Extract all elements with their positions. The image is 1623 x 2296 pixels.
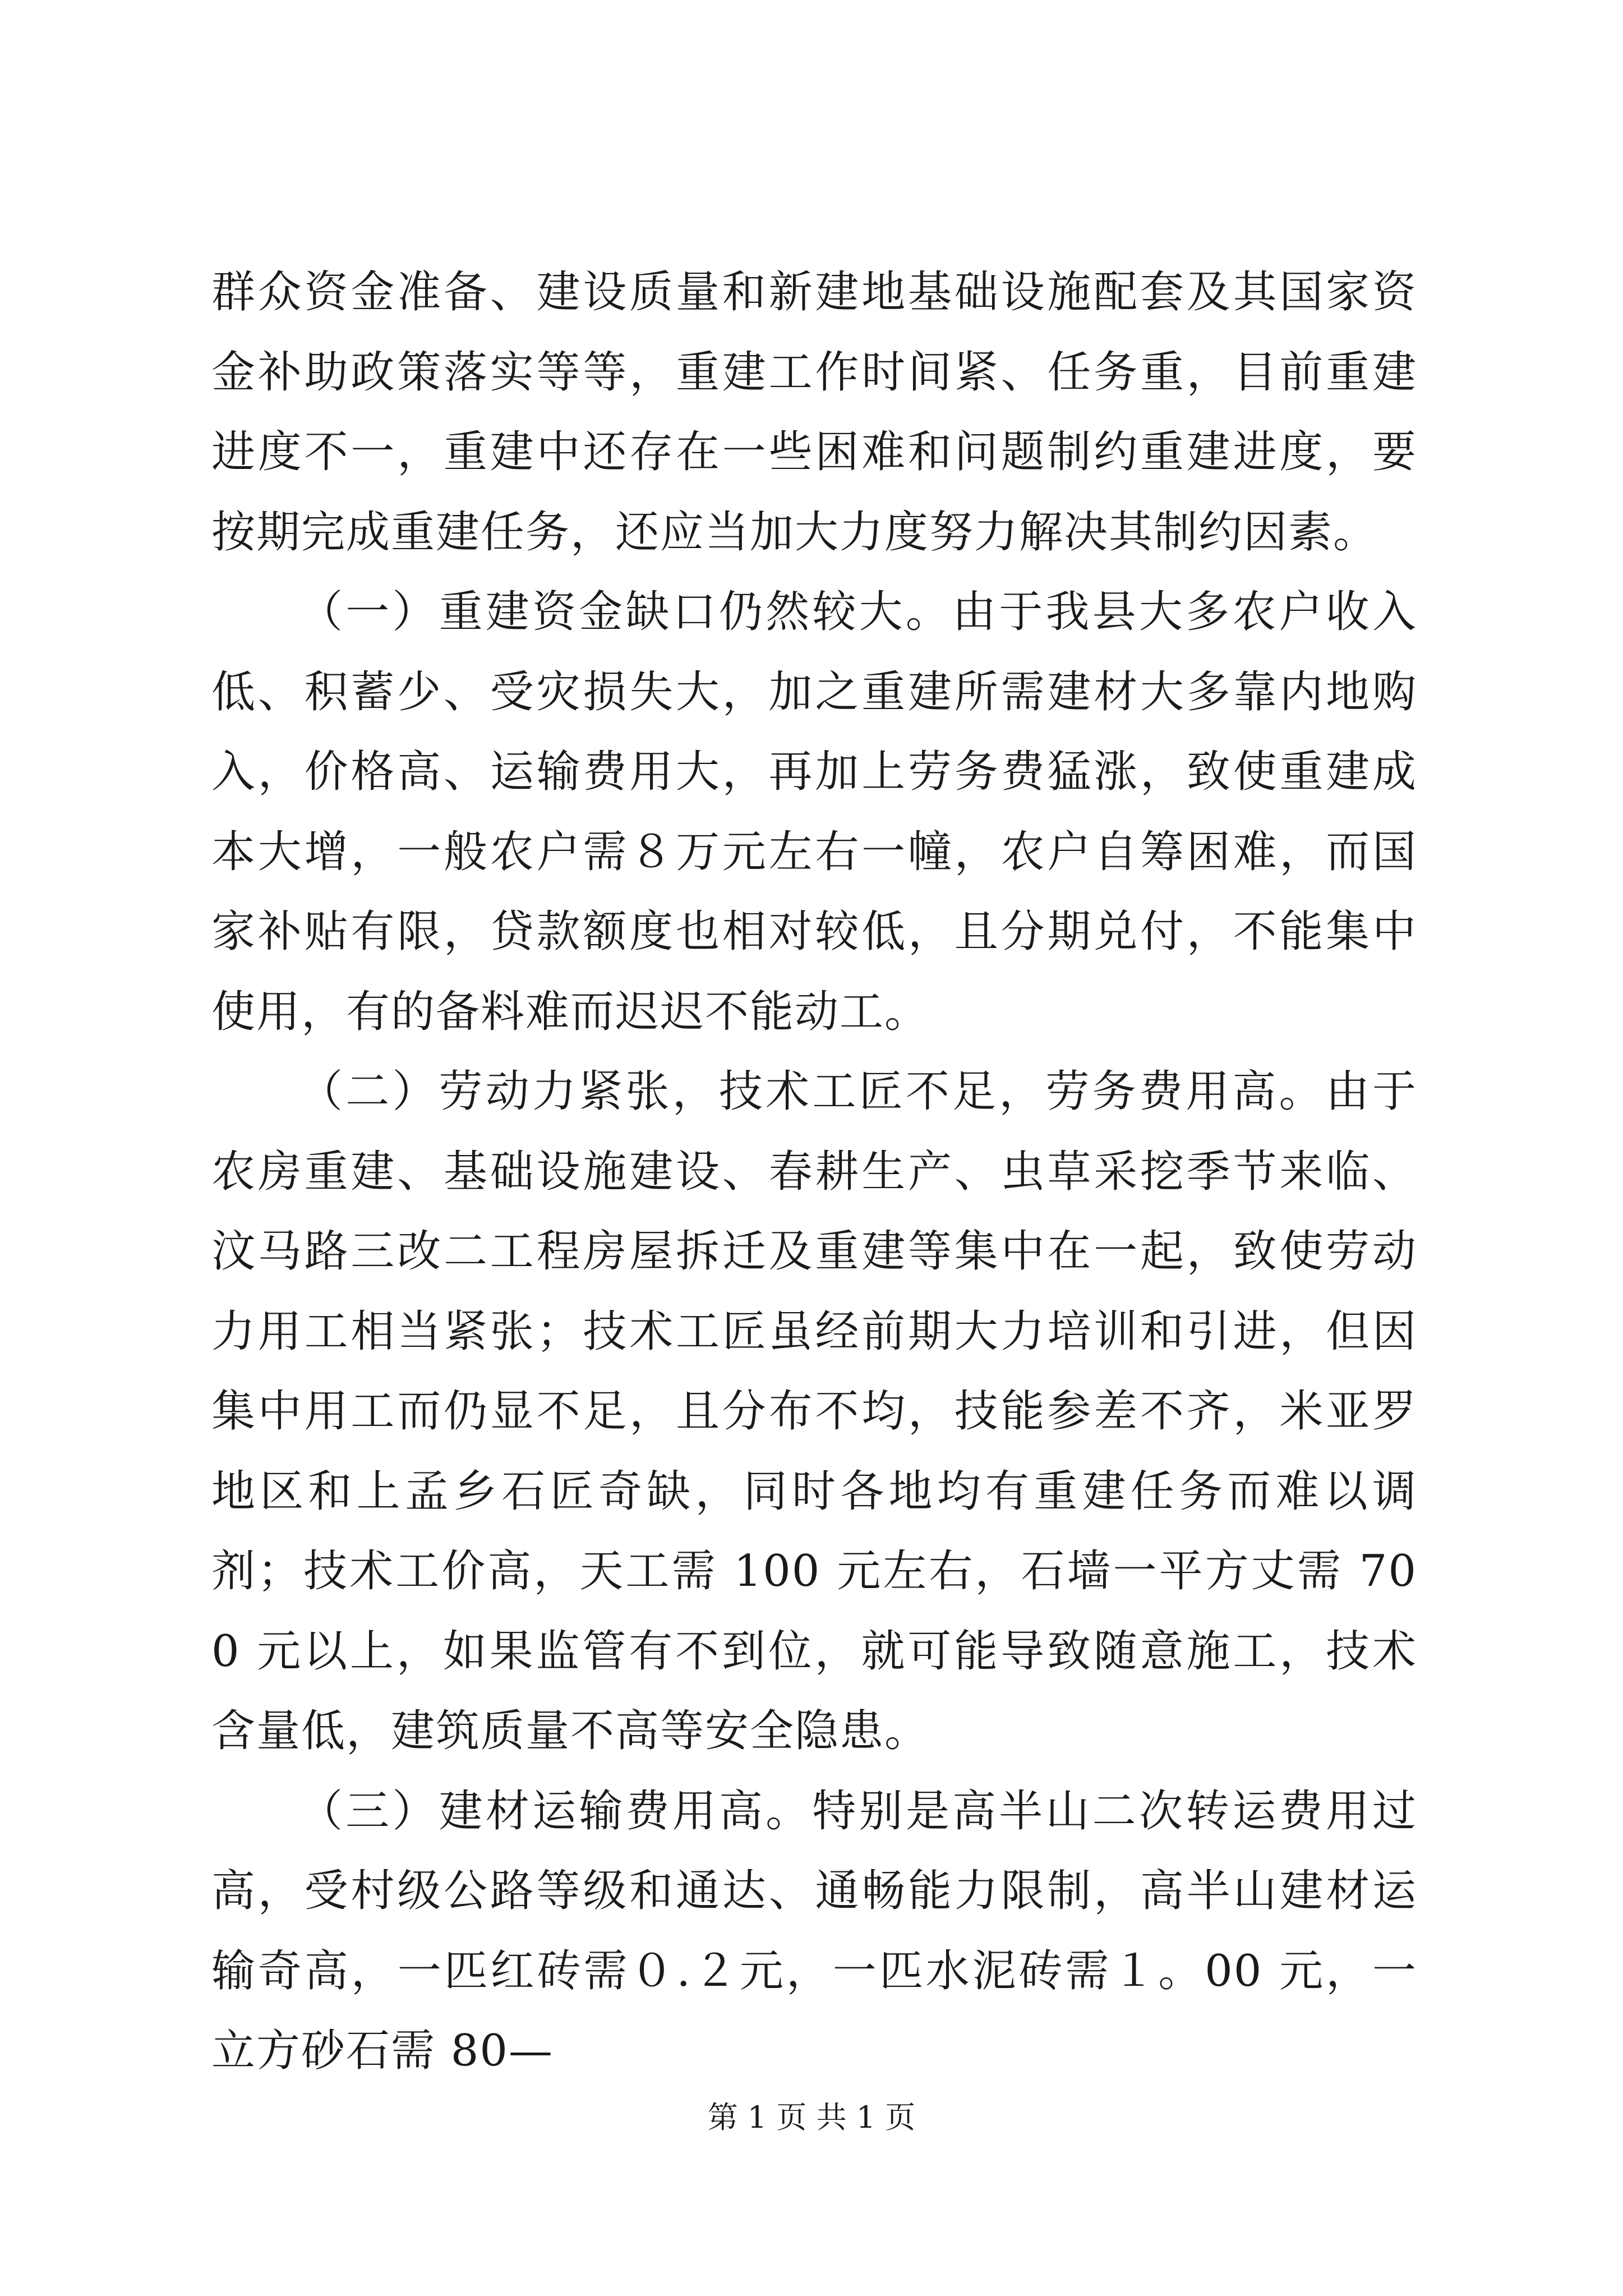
page-footer: 第 1 页 共 1 页 [707,2100,916,2135]
paragraph-section-3: （三）建材运输费用高。特别是高半山二次转运费用过高，受村级公路等级和通达、通畅能力限制，高半山建材运输奇高，一匹红砖需０.２元，一匹水泥砖需１。00 元，一立方砂石需 80— [211,1786,1417,2076]
paragraph-section-1: （一）重建资金缺口仍然较大。由于我县大多农户收入低、积蓄少、受灾损失大，加之重建所需建材大多靠内地购入，价格高、运输费用大，再加上劳务费猛涨，致使重建成本大增，一般农户需８万元左右一幢，农户自筹困难，而国家补贴有限，贷款额度也相对较低，且分期兑付，不能集中使用，有的备料难而迟迟不能动工。 [211,587,1417,1037]
document-body [211,252,1417,2091]
paragraph-section-2: （二）劳动力紧张，技术工匠不足，劳务费用高。由于农房重建、基础设施建设、春耕生产、虫草采挖季节来临、汶马路三改二工程房屋拆迁及重建等集中在一起，致使劳动力用工相当紧张；技术工匠虽经前期大力培训和引进，但因集中用工而仍显不足，且分布不均，技能参差不齐，米亚罗地区和上孟乡石匠奇缺，同时各地均有重建任务而难以调剂；技术工价高，天工需 100 元左右，石墙一平方丈需 700 元以上，如果监管有不到位，就可能导致随意施工，技术含量低，建筑质量不高等安全隐患。 [211,1066,1417,1756]
paragraph-continuation: 群众资金准备、建设质量和新建地基础设施配套及其国家资金补助政策落实等等，重建工作时间紧、任务重，目前重建进度不一，重建中还存在一些困难和问题制约重建进度，要按期完成重建任务，还应当加大力度努力解决其制约因素。 [211,267,1417,558]
